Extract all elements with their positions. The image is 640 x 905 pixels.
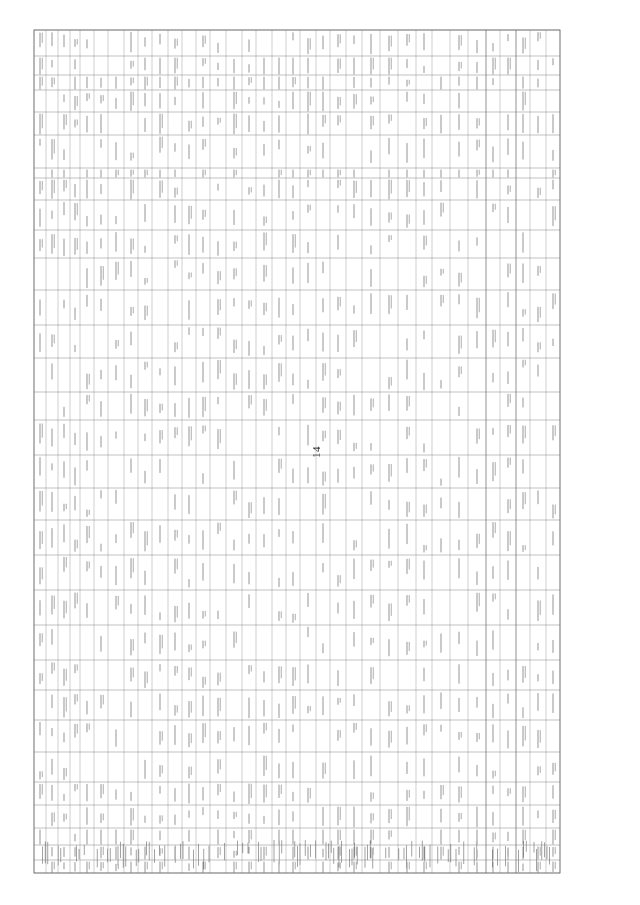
table-border xyxy=(34,30,560,873)
page-number: 14 xyxy=(311,446,323,458)
